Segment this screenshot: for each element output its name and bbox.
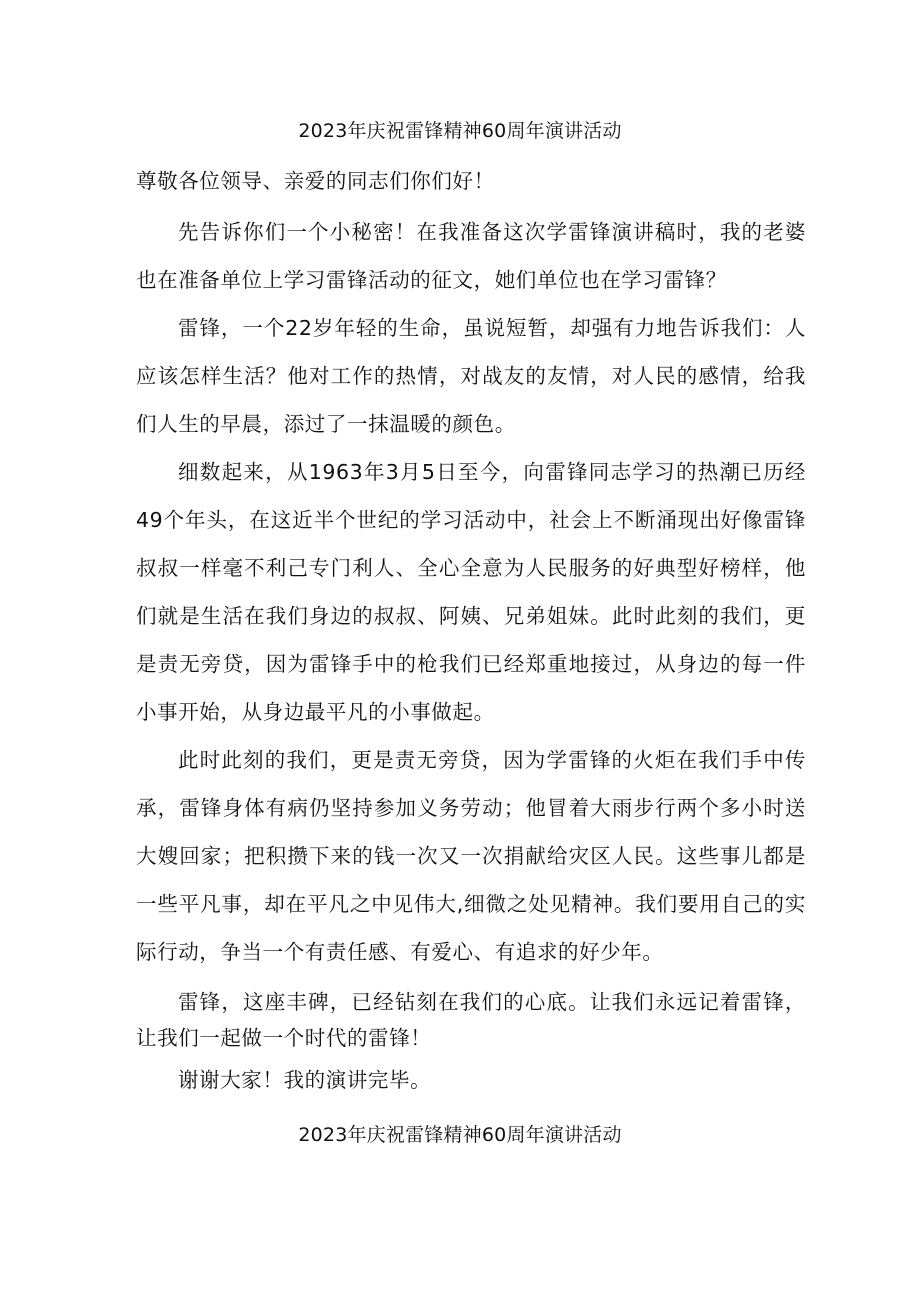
greeting-line: 尊敬各位领导、亲爱的同志们你们好！: [136, 169, 495, 193]
document-title: 2023年庆祝雷锋精神60周年演讲活动: [298, 120, 622, 142]
closing-paragraph: 谢谢大家！我的演讲完毕。: [178, 1068, 432, 1092]
paragraph-2: 雷锋，一个22岁年轻的生命，虽说短暂，却强有力地告诉我们：人应该怎样生活？他对工作的热情，对战友的友情，对人民的感情，给我们人生的早晨，添过了一抹温暖的颜色。: [136, 316, 806, 436]
paragraph-1: 先告诉你们一个小秘密！在我准备这次学雷锋演讲稿时，我的老婆也在准备单位上学习雷锋活动的征文，她们单位也在学习雷锋？: [136, 220, 806, 292]
paragraph-3: 细数起来，从1963年3月5日至今，向雷锋同志学习的热潮已历经49个年头，在这近半个世纪的学习活动中，社会上不断涌现出好像雷锋叔叔一样毫不利己专门利人、全心全意为人民服务的好典型好榜样，他们就是生活在我们身边的叔叔、阿姨、兄弟姐妹。此时此刻的我们，更是责无旁贷，因为雷锋手中的枪我们已经郑重地接过，从身边的每一件小事开始，从身边最平凡的小事做起。: [136, 460, 806, 724]
paragraph-5: 雷锋，这座丰碑，已经钻刻在我们的心底。让我们永远记着雷锋，让我们一起做一个时代的雷锋！: [136, 990, 806, 1050]
paragraph-4: 此时此刻的我们，更是责无旁贷，因为学雷锋的火炬在我们手中传承，雷锋身体有病仍坚持参加义务劳动；他冒着大雨步行两个多小时送大嫂回家；把积攒下来的钱一次又一次捐献给灾区人民。这些事儿都是一些平凡事，却在平凡之中见伟大,细微之处见精神。我们要用自己的实际行动，争当一个有责任感、有爱心、有追求的好少年。: [136, 748, 806, 964]
footer-title: 2023年庆祝雷锋精神60周年演讲活动: [298, 1124, 622, 1146]
document-body: [136, 166, 806, 1098]
